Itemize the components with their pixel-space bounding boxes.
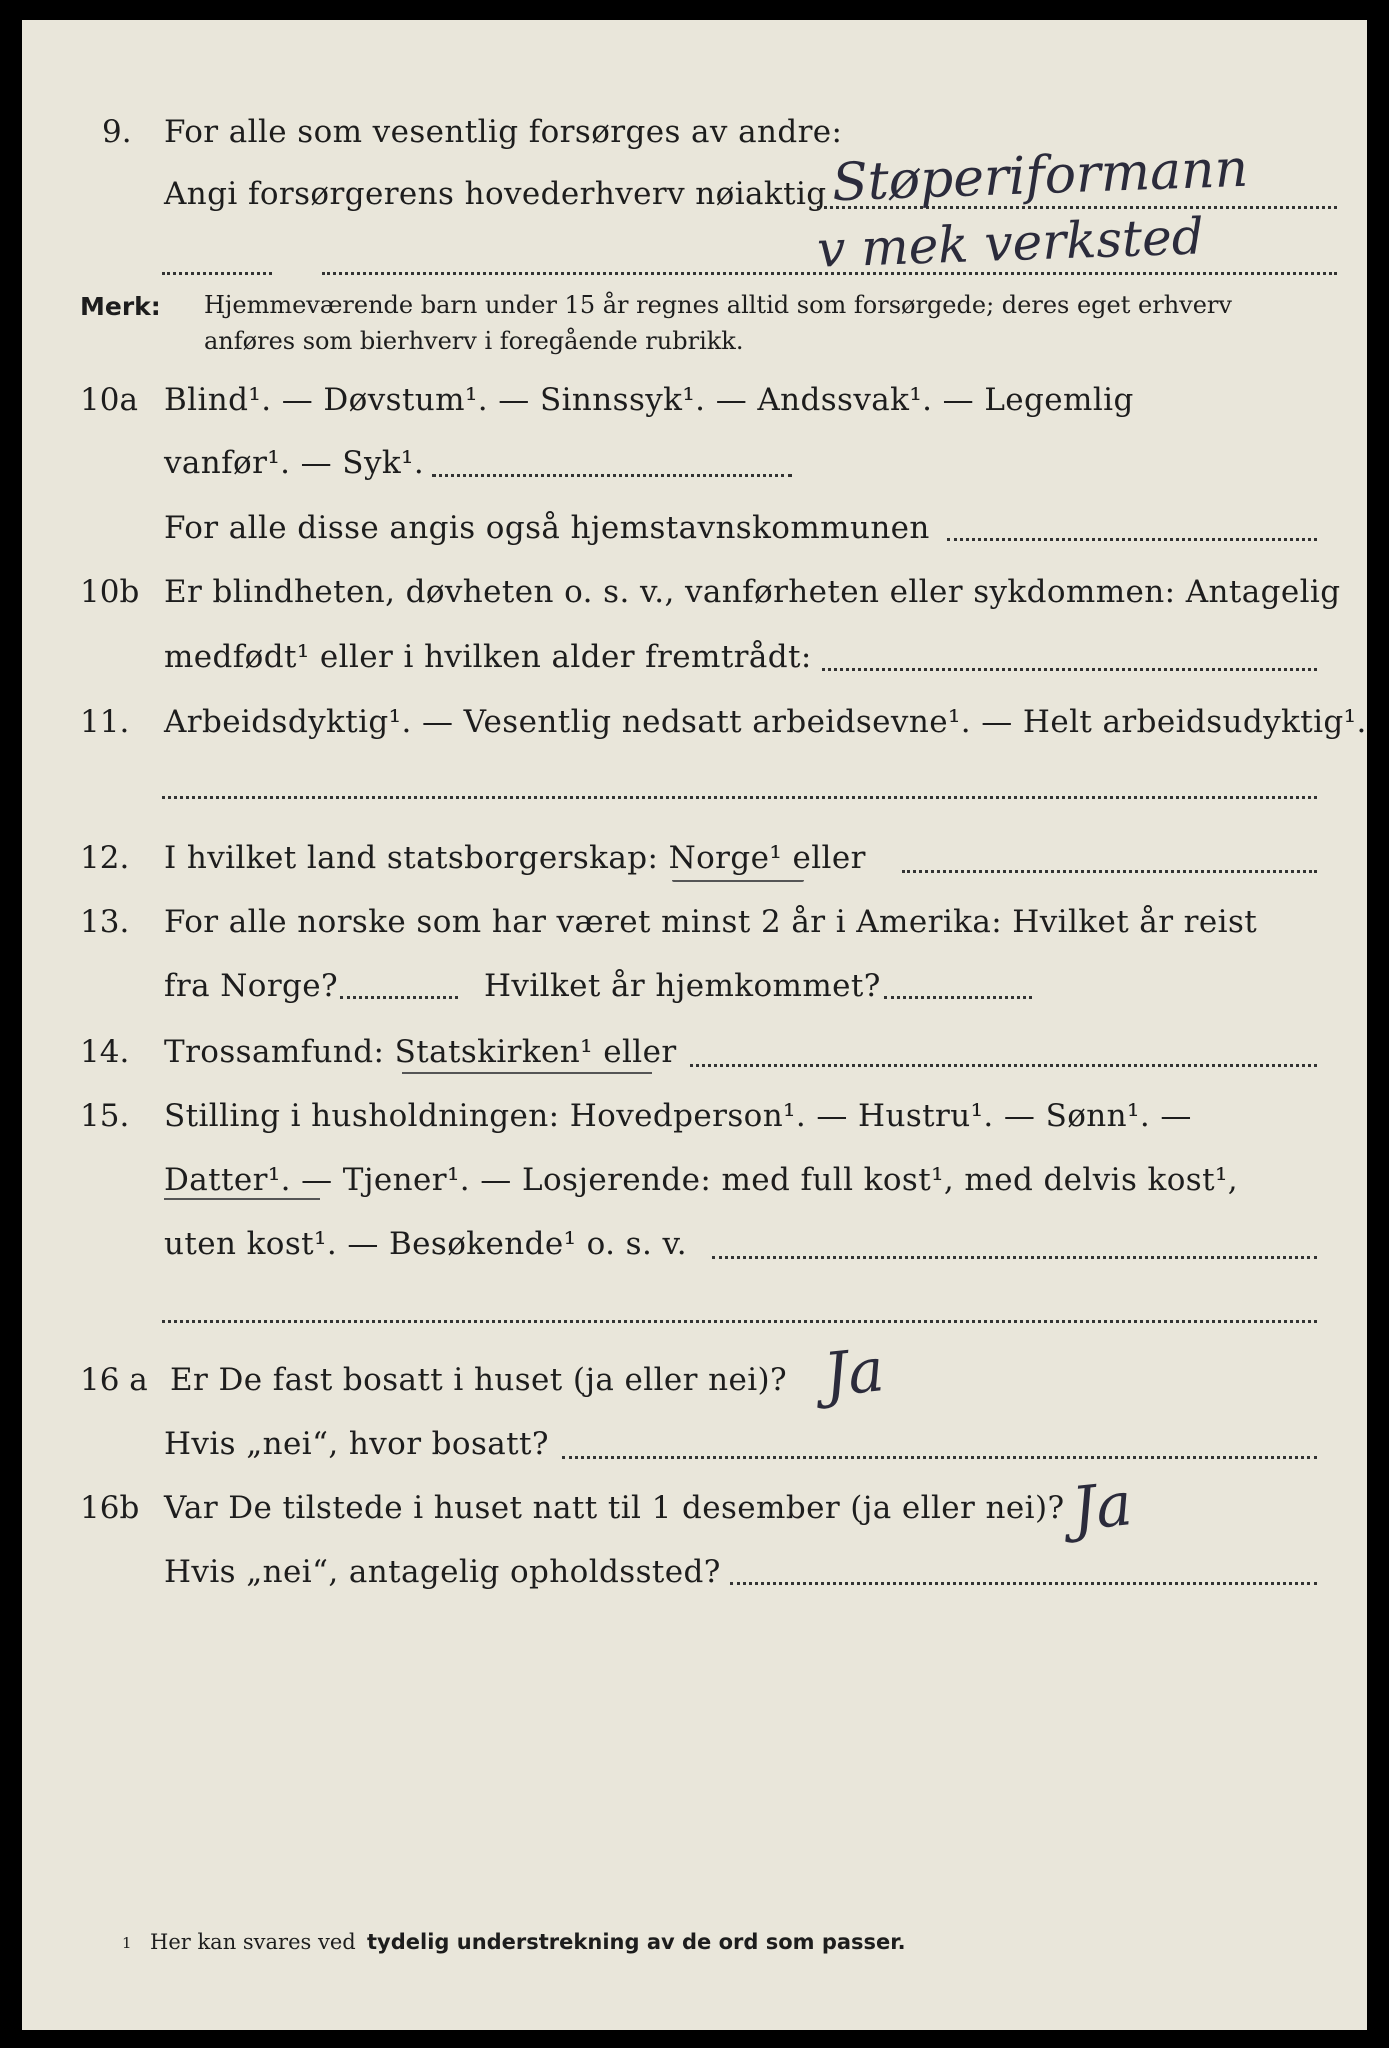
q10a-municipality-dotted-line: [947, 538, 1317, 541]
q12-number: 12.: [80, 840, 130, 876]
merk-line2: anføres som bierhverv i foregående rubrikk.: [204, 327, 744, 355]
q14-dotted-line: [690, 1064, 1317, 1067]
q13-number: 13.: [80, 904, 130, 940]
q15-line2: Datter¹. — Tjener¹. — Losjerende: med full kost¹, med delvis kost¹,: [164, 1162, 1239, 1198]
q12-norge-underline: [672, 880, 804, 882]
q16a-handwritten-answer: Ja: [820, 1335, 888, 1411]
q10b-dotted-line: [822, 668, 1317, 671]
q15-number: 15.: [80, 1098, 130, 1134]
q16b-dotted-line: [730, 1582, 1317, 1585]
q9-handwritten-answer-2: v mek verksted: [816, 207, 1205, 279]
q15-datter-underline: [164, 1198, 320, 1200]
q16a-dotted-line: [562, 1456, 1317, 1459]
footnote-text-plain: Her kan svares ved: [150, 1930, 356, 1954]
q12-dotted-line: [902, 870, 1317, 873]
q10b-line1: Er blindheten, døvheten o. s. v., vanførheten eller sykdommen: Antagelig: [164, 574, 1341, 610]
footnote-marker: 1: [122, 1934, 132, 1952]
q13-line1: For alle norske som har været minst 2 år i Amerika: Hvilket år reist: [164, 904, 1258, 940]
q10b-line2: medfødt¹ eller i hvilken alder fremtrådt:: [164, 639, 812, 675]
merk-label: Merk:: [80, 292, 161, 321]
q15-dotted-line: [712, 1256, 1317, 1259]
q9-dotted-line-left: [162, 272, 272, 275]
footnote-text-bold: tydelig understrekning av de ord som passer.: [367, 1930, 906, 1954]
q11-line1: Arbeidsdyktig¹. — Vesentlig nedsatt arbeidsevne¹. — Helt arbeidsudyktig¹.: [164, 704, 1367, 740]
q10a-sick-dotted-line: [432, 474, 792, 477]
q9-line2: Angi forsørgerens hovederhverv nøiaktig: [164, 176, 827, 212]
q12-line1: I hvilket land statsborgerskap: Norge¹ eller: [164, 840, 866, 876]
q11-dotted-line: [162, 796, 1317, 799]
q11-number: 11.: [80, 704, 130, 740]
q13-line2a: fra Norge?: [164, 968, 339, 1004]
q16a-line1: Er De fast bosatt i huset (ja eller nei)?: [170, 1362, 788, 1398]
census-form-page: [22, 20, 1367, 2030]
q16b-line2: Hvis „nei“, antagelig opholdssted?: [164, 1554, 721, 1590]
q15-extra-dotted-line: [162, 1320, 1317, 1323]
q16a-number: 16 a: [80, 1362, 148, 1398]
q10a-line1: Blind¹. — Døvstum¹. — Sinnssyk¹. — Andssvak¹. — Legemlig: [164, 382, 1134, 418]
q10a-line3: For alle disse angis også hjemstavnskommunen: [164, 510, 930, 546]
q9-number: 9.: [102, 114, 132, 150]
q16b-line1: Var De tilstede i huset natt til 1 desember (ja eller nei)?: [164, 1490, 1065, 1526]
q10a-line2: vanfør¹. — Syk¹.: [164, 445, 425, 481]
q9-handwritten-answer-1: Støperiformann: [831, 138, 1249, 214]
q10a-number: 10a: [80, 382, 138, 418]
q14-line1: Trossamfund: Statskirken¹ eller: [164, 1034, 677, 1070]
q15-line3: uten kost¹. — Besøkende¹ o. s. v.: [164, 1226, 687, 1262]
merk-line1: Hjemmeværende barn under 15 år regnes alltid som forsørgede; deres eget erhverv: [204, 291, 1232, 319]
q9-line1: For alle som vesentlig forsørges av andre:: [164, 114, 843, 150]
q10b-number: 10b: [80, 574, 140, 610]
q14-statskirken-underline: [402, 1072, 652, 1074]
q16a-line2: Hvis „nei“, hvor bosatt?: [164, 1426, 549, 1462]
q13-return-dotted-line: [884, 996, 1032, 999]
q13-line2b: Hvilket år hjemkommet?: [484, 968, 881, 1004]
q16b-handwritten-answer: Ja: [1068, 1469, 1136, 1545]
q14-number: 14.: [80, 1034, 130, 1070]
q16b-number: 16b: [80, 1490, 140, 1526]
q13-departure-dotted-line: [340, 996, 458, 999]
q15-line1: Stilling i husholdningen: Hovedperson¹. — Hustru¹. — Sønn¹. —: [164, 1098, 1192, 1134]
